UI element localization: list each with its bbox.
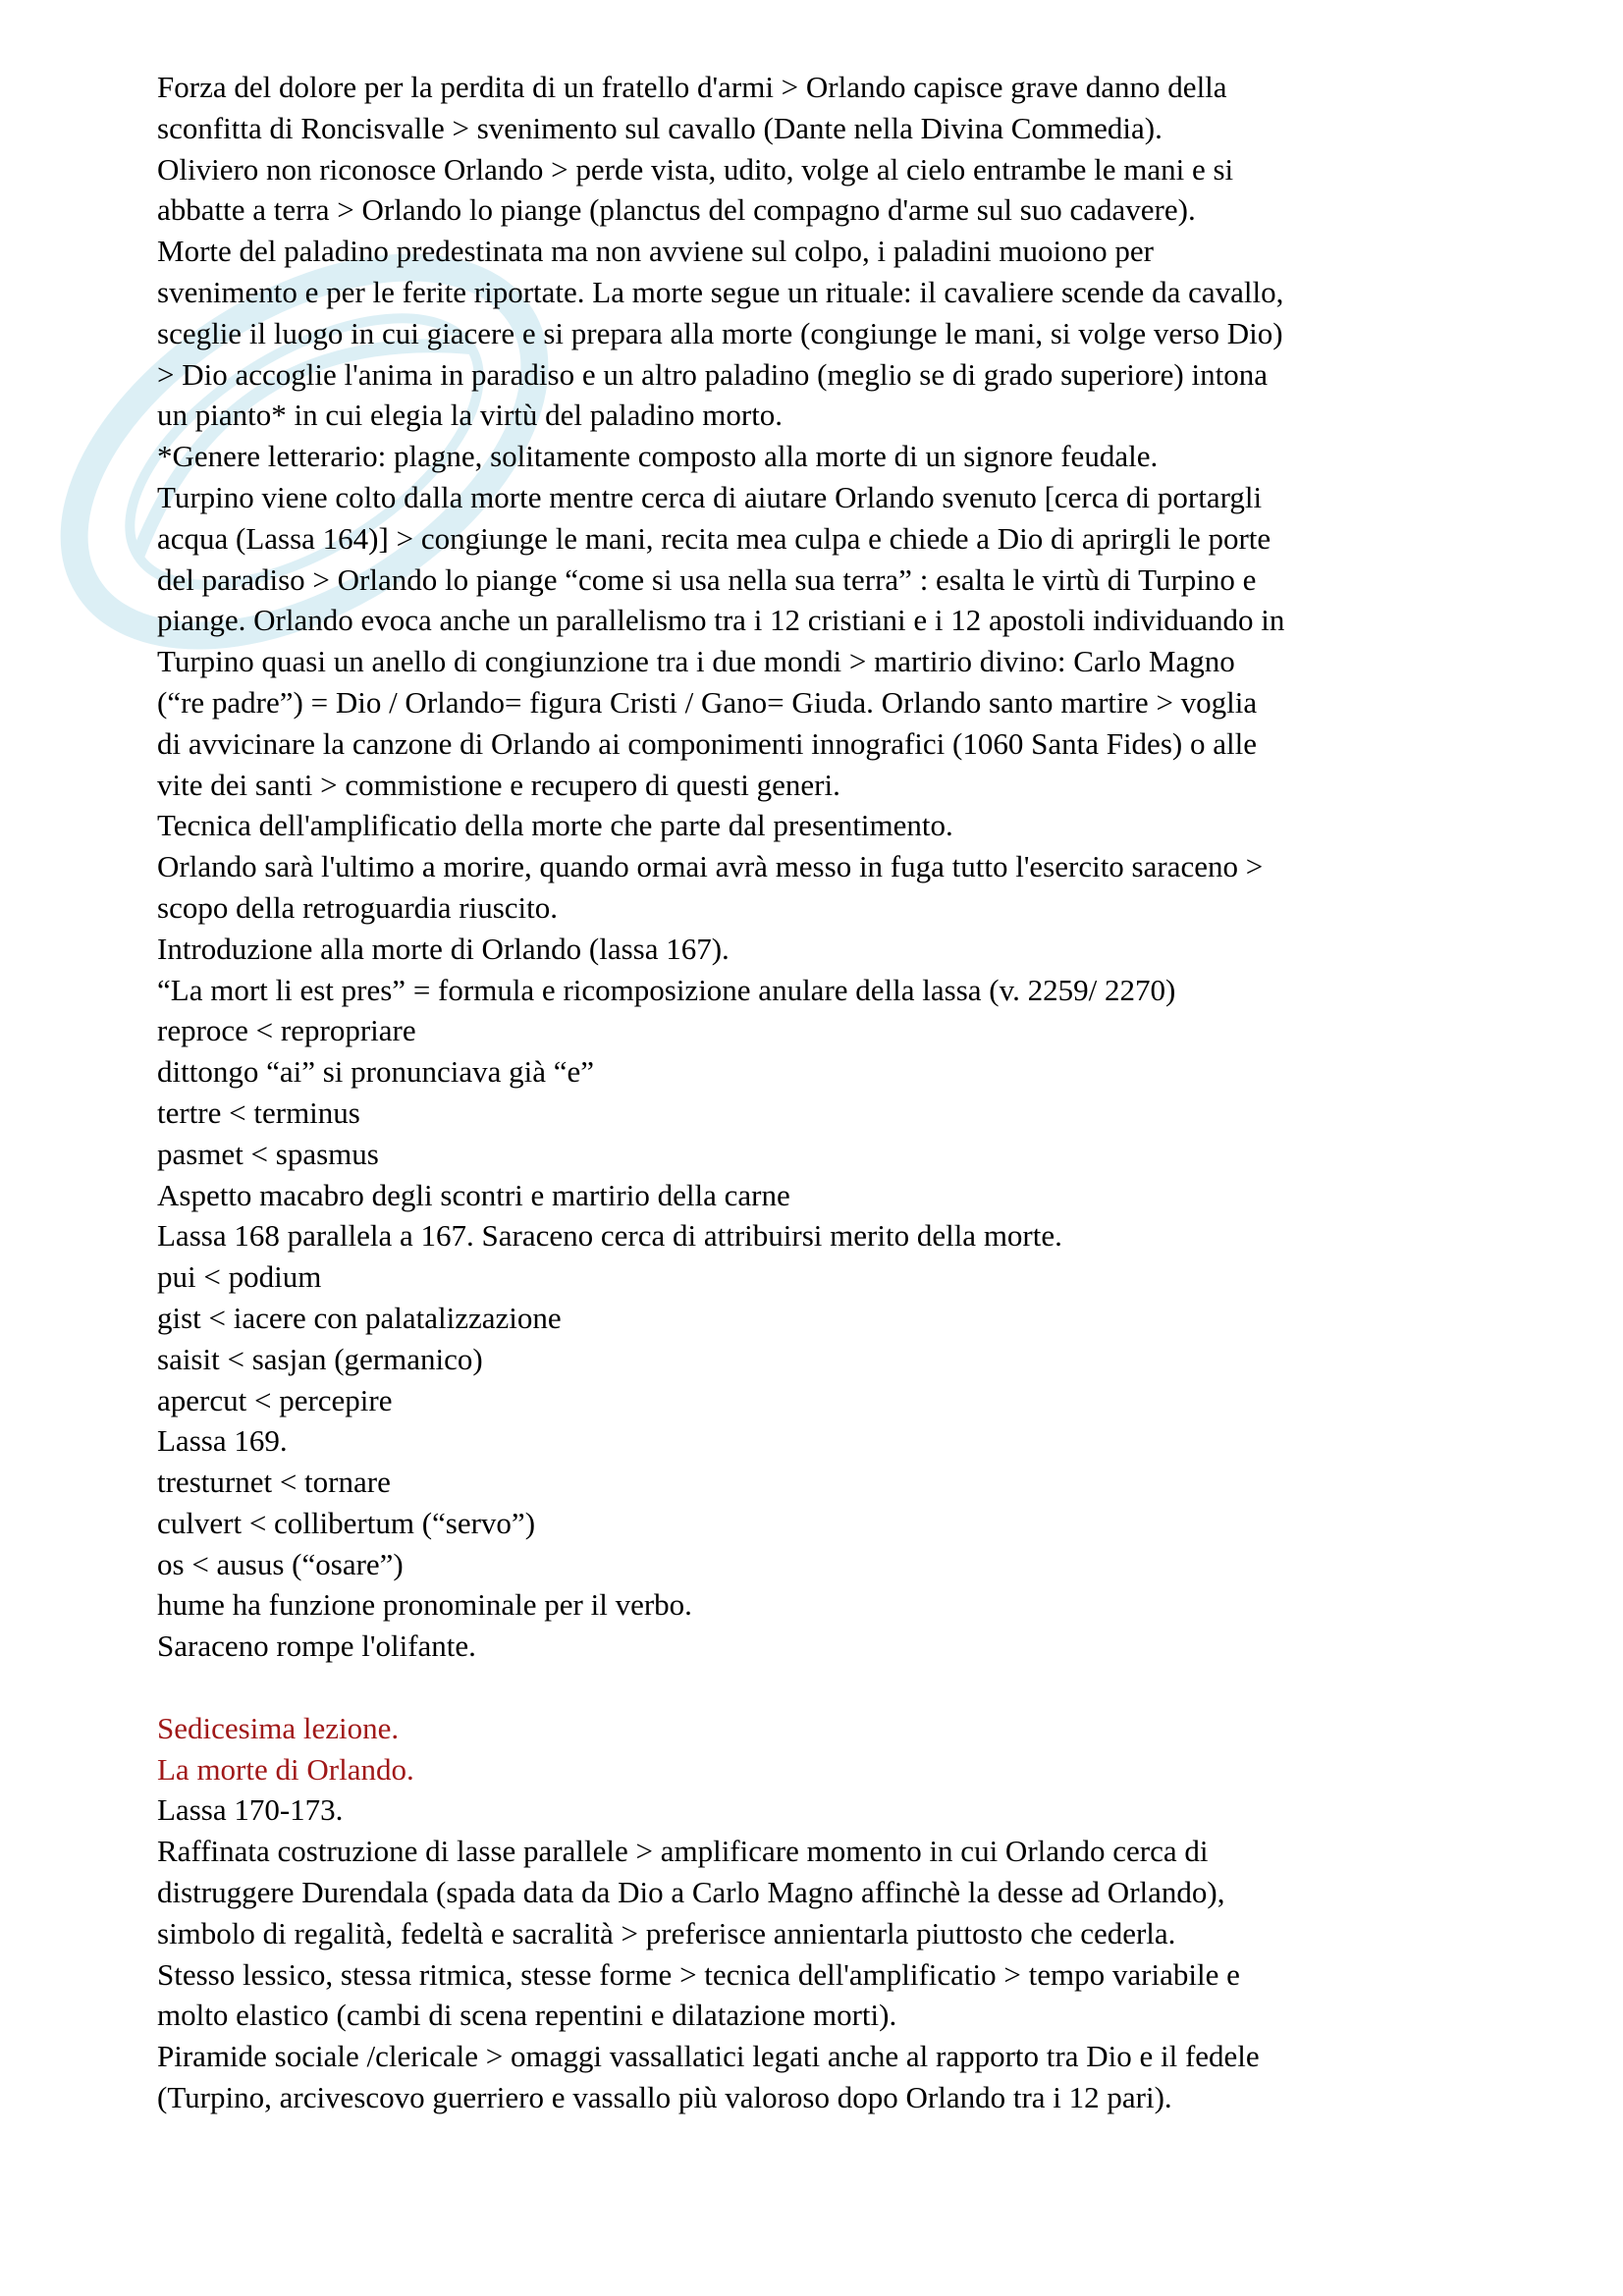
text-line: svenimento e per le ferite riportate. La morte segue un rituale: il cavaliere scende da cavallo, — [157, 274, 1284, 309]
text-line: scopo della retroguardia riuscito. — [157, 889, 559, 925]
text-line: Tecnica dell'amplificatio della morte che parte dal presentimento. — [157, 808, 953, 843]
text-line: os < ausus (“osare”) — [157, 1546, 404, 1581]
text-line: Piramide sociale /clericale > omaggi vassallatici legati anche al rapporto tra Dio e il fedele — [157, 2039, 1260, 2074]
text-line: apercut < percepire — [157, 1382, 393, 1417]
text-line: Forza del dolore per la perdita di un fratello d'armi > Orlando capisce grave danno della — [157, 70, 1227, 104]
text-line: *Genere letterario: plagne, solitamente composto alla morte di un signore feudale. — [157, 439, 1159, 474]
text-line: Saraceno rompe l'olifante. — [157, 1629, 476, 1664]
section-subheading: La morte di Orlando. — [157, 1751, 414, 1787]
text-line: sconfitta di Roncisvalle > svenimento sul cavallo (Dante nella Divina Commedia). — [157, 110, 1163, 145]
text-line: Aspetto macabro degli scontri e martirio della carne — [157, 1177, 790, 1212]
text-line: tresturnet < tornare — [157, 1465, 391, 1500]
text-line: > Dio accoglie l'anima in paradiso e un altro paladino (meglio se di grado superiore) intona — [157, 356, 1268, 392]
text-line: pui < podium — [157, 1259, 322, 1295]
text-line: vite dei santi > commistione e recupero di questi generi. — [157, 767, 840, 802]
text-line: gist < iacere con palatalizzazione — [157, 1300, 562, 1335]
text-line: acqua (Lassa 164)] > congiunge le mani, recita mea culpa e chiede a Dio di aprirgli le porte — [157, 520, 1271, 556]
text-line: Raffinata costruzione di lasse parallele > amplificare momento in cui Orlando cerca di — [157, 1834, 1209, 1869]
text-line: distruggere Durendala (spada data da Dio a Carlo Magno affinchè la desse ad Orlando), — [157, 1875, 1225, 1910]
text-line: Morte del paladino predestinata ma non avviene sul colpo, i paladini muoiono per — [157, 234, 1154, 269]
text-line: Lassa 168 parallela a 167. Saraceno cerca di attribuirsi merito della morte. — [157, 1218, 1062, 1254]
text-line: culvert < collibertum (“servo”) — [157, 1505, 536, 1540]
text-line: “La mort li est pres” = formula e ricomposizione anulare della lassa (v. 2259/ 2270) — [157, 972, 1176, 1007]
text-line: Oliviero non riconosce Orlando > perde vista, udito, volge al cielo entrambe le mani e si — [157, 151, 1234, 187]
section-heading: Sedicesima lezione. — [157, 1710, 400, 1745]
text-line: dittongo “ai” si pronunciava già “e” — [157, 1054, 595, 1090]
text-line: (“re padre”) = Dio / Orlando= figura Cristi / Gano= Giuda. Orlando santo martire > voglia — [157, 684, 1258, 720]
text-line: saisit < sasjan (germanico) — [157, 1341, 483, 1376]
document-body — [157, 67, 1492, 2118]
text-line: molto elastico (cambi di scena repentini e dilatazione morti). — [157, 1998, 897, 2033]
text-line: di avvicinare la canzone di Orlando ai componimenti innografici (1060 Santa Fides) o alle — [157, 725, 1257, 761]
text-line: Lassa 169. — [157, 1423, 288, 1459]
text-line: Stesso lessico, stessa ritmica, stesse forme > tecnica dell'amplificatio > tempo variabile e — [157, 1956, 1240, 1992]
text-line: Turpino viene colto dalla morte mentre cerca di aiutare Orlando svenuto [cerca di portargli — [157, 479, 1263, 514]
text-line: Lassa 170-173. — [157, 1792, 344, 1828]
text-line: hume ha funzione pronominale per il verbo. — [157, 1587, 692, 1623]
text-line: un pianto* in cui elegia la virtù del paladino morto. — [157, 398, 784, 433]
text-line: piange. Orlando evoca anche un parallelismo tra i 12 cristiani e i 12 apostoli individuando in — [157, 603, 1285, 638]
text-line: Turpino quasi un anello di congiunzione tra i due mondi > martirio divino: Carlo Magno — [157, 644, 1235, 679]
text-line: abbatte a terra > Orlando lo piange (planctus del compagno d'arme sul suo cadavere). — [157, 192, 1196, 228]
text-line: del paradiso > Orlando lo piange “come si usa nella sua terra” : esalta le virtù di Turpino e — [157, 561, 1257, 597]
text-line: Introduzione alla morte di Orlando (lassa 167). — [157, 931, 730, 966]
text-line: simbolo di regalità, fedeltà e sacralità > preferisce annientarla piuttosto che cederla. — [157, 1915, 1176, 1950]
text-line: sceglie il luogo in cui giacere e si prepara alla morte (congiunge le mani, si volge verso Dio) — [157, 315, 1283, 350]
text-line: tertre < terminus — [157, 1095, 360, 1130]
blank-line — [157, 1667, 1492, 1708]
text-line: Orlando sarà l'ultimo a morire, quando ormai avrà messo in fuga tutto l'esercito saraceno > — [157, 849, 1264, 884]
text-line: pasmet < spasmus — [157, 1136, 379, 1171]
text-line: reproce < repropriare — [157, 1013, 416, 1048]
text-line: (Turpino, arcivescovo guerriero e vassallo più valoroso dopo Orlando tra i 12 pari). — [157, 2080, 1172, 2115]
